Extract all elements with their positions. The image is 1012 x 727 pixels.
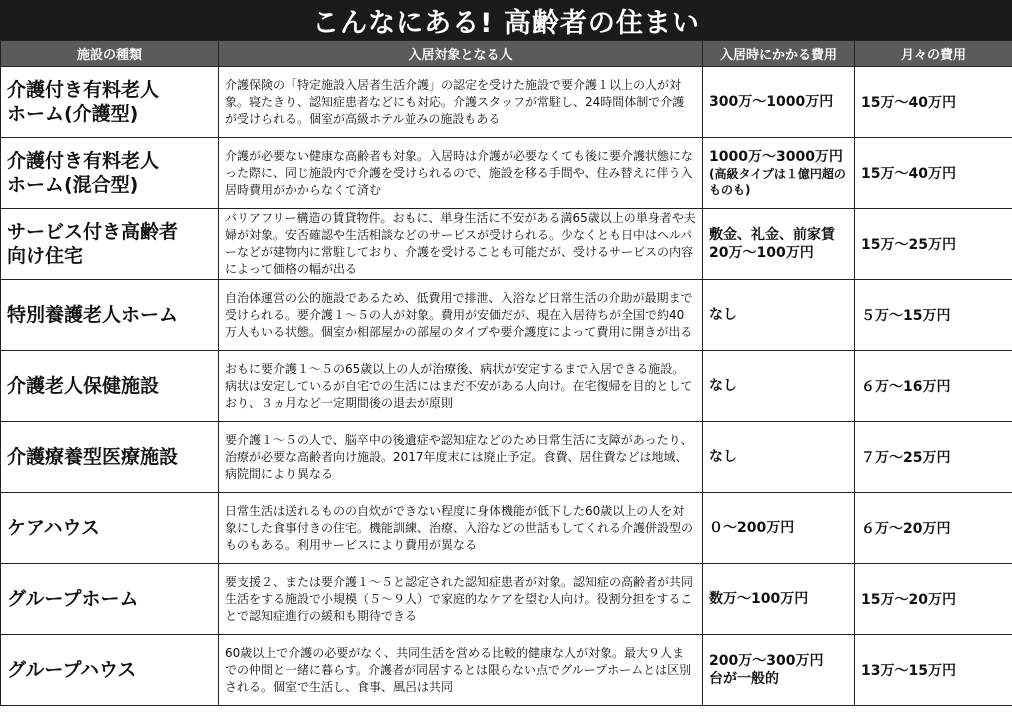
initial-cost: なし bbox=[703, 351, 855, 422]
monthly-cost: 15万～25万円 bbox=[855, 209, 1012, 280]
facility-description: バリアフリー構造の賃貸物件。おもに、単身生活に不安がある満65歳以上の単身者や夫婦が対象。安否確認や生活相談などのサービスが受けられる。少なくとも日中はヘルパーなどが建物内に常駐しており、介護を受けることも可能だが、受けるサービスの内容によって価格の幅が出る bbox=[219, 209, 703, 280]
monthly-cost: ７万～25万円 bbox=[855, 422, 1012, 493]
initial-cost: なし bbox=[703, 422, 855, 493]
initial-cost: ０～200万円 bbox=[703, 493, 855, 564]
header-target: 入居対象となる人 bbox=[219, 41, 703, 67]
table-row bbox=[1, 493, 1012, 564]
facility-name: 介護付き有料老人 ホーム(介護型) bbox=[1, 67, 219, 138]
monthly-cost: ６万～16万円 bbox=[855, 351, 1012, 422]
monthly-cost: 15万～20万円 bbox=[855, 564, 1012, 635]
initial-cost: 1000万～3000万円 (高級タイプは１億円超のものも) bbox=[703, 138, 855, 209]
facility-name: グループホーム bbox=[1, 564, 219, 635]
table-row bbox=[1, 564, 1012, 635]
table-row bbox=[1, 209, 1012, 280]
facility-description: 要介護１～５の人で、脳卒中の後遺症や認知症などのため日常生活に支障があったり、治療が必要な高齢者向け施設。2017年度末には廃止予定。食費、居住費などは地域、病院間により異なる bbox=[219, 422, 703, 493]
header-initial-cost: 入居時にかかる費用 bbox=[703, 41, 855, 67]
header-type: 施設の種類 bbox=[1, 41, 219, 67]
facility-name: 特別養護老人ホーム bbox=[1, 280, 219, 351]
page-title: こんなにある! 高齢者の住まい bbox=[312, 7, 700, 39]
facility-name: 介護老人保健施設 bbox=[1, 351, 219, 422]
facility-name: 介護療養型医療施設 bbox=[1, 422, 219, 493]
table-row bbox=[1, 351, 1012, 422]
table-row bbox=[1, 280, 1012, 351]
facility-name: サービス付き高齢者 向け住宅 bbox=[1, 209, 219, 280]
monthly-cost: ５万～15万円 bbox=[855, 280, 1012, 351]
monthly-cost: 15万～40万円 bbox=[855, 67, 1012, 138]
facility-description: 介護保険の「特定施設入居者生活介護」の認定を受けた施設で要介護１以上の人が対象。寝たきり、認知症患者などにも対応。介護スタッフが常駐し、24時間体制で介護が受けられる。個室が高級ホテル並みの施設もある bbox=[219, 67, 703, 138]
facility-description: 介護が必要ない健康な高齢者も対象。入居時は介護が必要なくても後に要介護状態になった際に、同じ施設内で介護を受けられるので、施設を移る手間や、住み替えに伴う入居時費用がかからなくて済む bbox=[219, 138, 703, 209]
facility-description: 日常生活は送れるものの自炊ができない程度に身体機能が低下した60歳以上の人を対象にした食事付きの住宅。機能訓練、治療、入浴などの世話もしてくれる介護併設型のものもある。利用サービスにより費用が異なる bbox=[219, 493, 703, 564]
facility-table bbox=[0, 40, 1012, 706]
facility-description: 要支援２、または要介護１～５と認定された認知症患者が対象。認知症の高齢者が共同生活をする施設で小規模（５～９人）で家庭的なケアを望む人向け。役割分担をすることで認知症進行の緩和も期待できる bbox=[219, 564, 703, 635]
facility-name: 介護付き有料老人 ホーム(混合型) bbox=[1, 138, 219, 209]
facility-name: グループハウス bbox=[1, 635, 219, 706]
initial-cost: 敷金、礼金、前家賃 20万～100万円 bbox=[703, 209, 855, 280]
initial-cost: なし bbox=[703, 280, 855, 351]
table-row bbox=[1, 422, 1012, 493]
facility-name: ケアハウス bbox=[1, 493, 219, 564]
table-row bbox=[1, 635, 1012, 706]
monthly-cost: ６万～20万円 bbox=[855, 493, 1012, 564]
initial-cost: 300万～1000万円 bbox=[703, 67, 855, 138]
header-monthly-cost: 月々の費用 bbox=[855, 41, 1012, 67]
monthly-cost: 15万～40万円 bbox=[855, 138, 1012, 209]
facility-description: 自治体運営の公的施設であるため、低費用で排泄、入浴など日常生活の介助が最期まで受けられる。要介護１～５の人が対象。費用が安価だが、現在入居待ちが全国で約40万人もいる状態。個室か相部屋かの部屋のタイプや要介護度によって費用に開きが出る bbox=[219, 280, 703, 351]
header-row bbox=[1, 41, 1012, 67]
table-row bbox=[1, 67, 1012, 138]
initial-cost: 200万～300万円 台が一般的 bbox=[703, 635, 855, 706]
facility-description: 60歳以上で介護の必要がなく、共同生活を営める比較的健康な人が対象。最大９人までの仲間と一緒に暮らす。介護者が同居するとは限らない点でグループホームとは区別される。個室で生活し、食事、風呂は共同 bbox=[219, 635, 703, 706]
title-banner bbox=[0, 0, 1012, 40]
table-row bbox=[1, 138, 1012, 209]
initial-cost: 数万～100万円 bbox=[703, 564, 855, 635]
facility-description: おもに要介護１～５の65歳以上の人が治療後、病状が安定するまで入居できる施設。病状は安定しているが自宅での生活にはまだ不安がある人向け。在宅復帰を目的としており、３ヵ月など一定期間後の退去が原則 bbox=[219, 351, 703, 422]
monthly-cost: 13万～15万円 bbox=[855, 635, 1012, 706]
